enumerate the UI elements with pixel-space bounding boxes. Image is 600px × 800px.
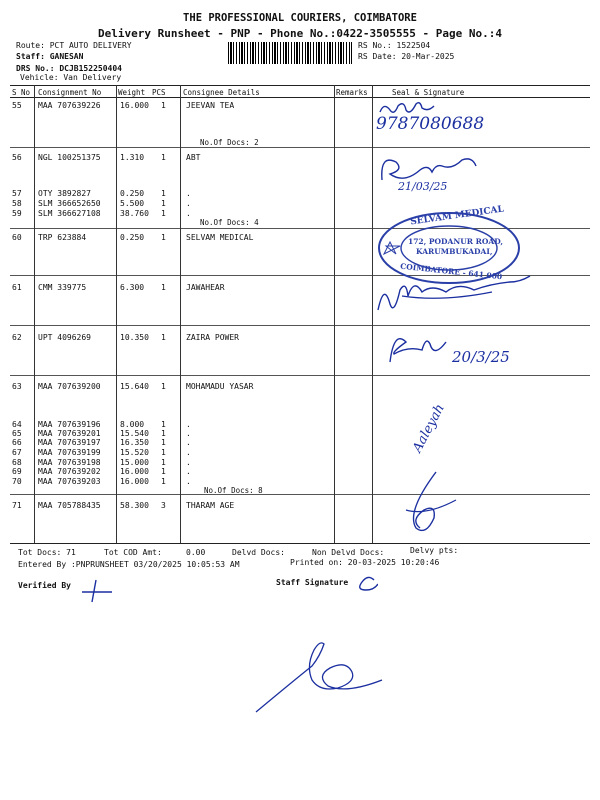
row-weight: 58.300 <box>120 501 149 510</box>
row-consignment: UPT 4096269 <box>38 333 91 342</box>
row-sno: 59 <box>12 209 22 218</box>
rs-date: RS Date: 20-Mar-2025 <box>358 52 455 61</box>
row-weight: 16.000 <box>120 477 149 486</box>
route-label: Route: PCT AUTO DELIVERY <box>16 41 132 50</box>
table-bottom-rule <box>10 543 590 544</box>
row-weight: 8.000 <box>120 420 145 429</box>
row-sno: 65 <box>12 429 22 438</box>
row-pcs: 1 <box>161 477 166 486</box>
col-divider <box>180 85 181 543</box>
row-consignee: . <box>186 467 191 476</box>
row-sno: 56 <box>12 153 22 162</box>
row-weight: 10.350 <box>120 333 149 342</box>
row-consignment: MAA 707639200 <box>38 382 101 391</box>
col-divider <box>34 85 35 543</box>
row-consignment: MAA 707639198 <box>38 458 101 467</box>
row-consignment: SLM 366652650 <box>38 199 101 208</box>
row-pcs: 1 <box>161 101 166 110</box>
row-weight: 0.250 <box>120 189 145 198</box>
col-header-consignee: Consignee Details <box>183 88 260 97</box>
row-weight: 38.760 <box>120 209 149 218</box>
col-header-sno: S No <box>12 88 31 97</box>
row-consignee: MOHAMADU YASAR <box>186 382 254 391</box>
row-consignee: . <box>186 209 191 218</box>
total-docs: Tot Docs: 71 <box>18 548 76 557</box>
total-cod-label: Tot COD Amt: <box>104 548 162 557</box>
total-cod-amount: 0.00 <box>186 548 206 557</box>
row-consignment: MAA 707639197 <box>38 438 101 447</box>
row-consignee: . <box>186 429 191 438</box>
row-divider <box>10 375 590 376</box>
row-pcs: 1 <box>161 209 166 218</box>
row-pcs: 1 <box>161 467 166 476</box>
row-pcs: 1 <box>161 153 166 162</box>
row-weight: 15.000 <box>120 458 149 467</box>
delivered-docs: Delvd Docs: <box>232 548 285 557</box>
doc-count: No.Of Docs: 8 <box>204 486 263 495</box>
row-weight: 15.640 <box>120 382 149 391</box>
row-sno: 55 <box>12 101 22 110</box>
row-pcs: 1 <box>161 199 166 208</box>
row-sno: 70 <box>12 477 22 486</box>
row-weight: 16.000 <box>120 101 149 110</box>
row-consignee: JEEVAN TEA <box>186 101 235 110</box>
row-pcs: 1 <box>161 438 166 447</box>
row-sno: 63 <box>12 382 22 391</box>
col-divider <box>334 85 335 543</box>
col-header-weight: Weight <box>118 88 146 97</box>
drs-number: DRS No.: DCJB152250404 <box>16 64 122 73</box>
row-divider <box>10 494 590 495</box>
row-consignee: ABT <box>186 153 201 162</box>
row-pcs: 1 <box>161 382 166 391</box>
row-sno: 62 <box>12 333 22 342</box>
row-sno: 67 <box>12 448 22 457</box>
handwritten-phone: 9787080688 <box>376 114 485 134</box>
row-weight: 6.300 <box>120 283 145 292</box>
row-weight: 16.000 <box>120 467 149 476</box>
row-consignment: MAA 707639201 <box>38 429 101 438</box>
row-consignment: MAA 705788435 <box>38 501 101 510</box>
row-consignment: MAA 707639196 <box>38 420 101 429</box>
row-consignee: THARAM AGE <box>186 501 235 510</box>
row-weight: 16.350 <box>120 438 149 447</box>
printed-on: Printed on: 20-03-2025 10:20:46 <box>290 558 440 567</box>
row-consignee: ZAIRA POWER <box>186 333 239 342</box>
handwritten-name: Aaleyah <box>410 401 448 456</box>
stamp-address2: KARUMBUKADAI, <box>416 247 493 256</box>
row-consignee: . <box>186 420 191 429</box>
vehicle-label: Vehicle: Van Delivery <box>20 73 122 82</box>
signature-4 <box>382 328 452 368</box>
row-pcs: 3 <box>161 501 166 510</box>
row-consignment: CMM 339775 <box>38 283 87 292</box>
row-consignment: TRP 623884 <box>38 233 87 242</box>
verified-signature <box>78 578 118 604</box>
row-consignment: OTY 3892827 <box>38 189 91 198</box>
row-consignee: JAWAHEAR <box>186 283 225 292</box>
stamp-address1: 172, PODANUR ROAD, <box>408 237 504 246</box>
row-sno: 57 <box>12 189 22 198</box>
delivery-points: Delvy pts: <box>410 546 459 555</box>
row-consignee: . <box>186 448 191 457</box>
large-signature <box>250 640 390 720</box>
row-consignee: . <box>186 199 191 208</box>
row-weight: 1.310 <box>120 153 145 162</box>
col-header-remarks: Remarks <box>336 88 368 97</box>
row-consignee: . <box>186 189 191 198</box>
staff-label: Staff: GANESAN <box>16 52 84 61</box>
row-consignment: SLM 366627108 <box>38 209 101 218</box>
signature-5 <box>396 470 466 534</box>
row-divider <box>10 147 590 148</box>
doc-count: No.Of Docs: 2 <box>200 138 259 147</box>
runsheet-title: Delivery Runsheet - PNP - Phone No.:0422-3505555 - Page No.:4 <box>98 27 502 40</box>
staff-signature-label: Staff Signature <box>276 578 349 587</box>
handwritten-date-1: 21/03/25 <box>398 180 448 193</box>
row-consignee: . <box>186 458 191 467</box>
stamp-name: SELVAM MEDICAL <box>409 204 505 228</box>
col-divider <box>116 85 117 543</box>
row-weight: 15.540 <box>120 429 149 438</box>
signature-3 <box>372 270 552 320</box>
row-pcs: 1 <box>161 448 166 457</box>
entered-by: Entered By :PNPRUNSHEET 03/20/2025 10:05:53 AM <box>18 560 240 569</box>
col-header-consignment: Consignment No <box>38 88 102 97</box>
row-sno: 61 <box>12 283 22 292</box>
table-top-rule <box>10 85 590 86</box>
doc-count: No.Of Docs: 4 <box>200 218 259 227</box>
row-consignee: . <box>186 477 191 486</box>
col-header-seal: Seal & Signature <box>392 88 465 97</box>
barcode <box>228 42 352 64</box>
row-weight: 5.500 <box>120 199 145 208</box>
row-pcs: 1 <box>161 233 166 242</box>
company-title: THE PROFESSIONAL COURIERS, COIMBATORE <box>183 12 417 24</box>
row-weight: 15.520 <box>120 448 149 457</box>
handwritten-date-2: 20/3/25 <box>452 348 510 366</box>
row-consignment: NGL 100251375 <box>38 153 101 162</box>
row-pcs: 1 <box>161 283 166 292</box>
row-pcs: 1 <box>161 420 166 429</box>
verified-by-label: Verified By <box>18 581 71 590</box>
row-consignee: SELVAM MEDICAL <box>186 233 254 242</box>
row-pcs: 1 <box>161 458 166 467</box>
row-sno: 64 <box>12 420 22 429</box>
staff-signature-mark <box>354 574 378 594</box>
row-consignment: MAA 707639199 <box>38 448 101 457</box>
stamp-city: COIMBATORE - 641 000 <box>399 261 503 282</box>
row-consignment: MAA 707639203 <box>38 477 101 486</box>
row-consignee: . <box>186 438 191 447</box>
col-header-pcs: PCS <box>152 88 166 97</box>
row-sno: 60 <box>12 233 22 242</box>
row-sno: 71 <box>12 501 22 510</box>
row-consignment: MAA 707639226 <box>38 101 101 110</box>
row-sno: 66 <box>12 438 22 447</box>
row-sno: 68 <box>12 458 22 467</box>
row-pcs: 1 <box>161 333 166 342</box>
row-pcs: 1 <box>161 189 166 198</box>
row-sno: 58 <box>12 199 22 208</box>
non-delivered-docs: Non Delvd Docs: <box>312 548 385 557</box>
rs-number: RS No.: 1522504 <box>358 41 431 50</box>
row-sno: 69 <box>12 467 22 476</box>
row-consignment: MAA 707639202 <box>38 467 101 476</box>
row-pcs: 1 <box>161 429 166 438</box>
row-divider <box>10 325 590 326</box>
row-weight: 0.250 <box>120 233 145 242</box>
